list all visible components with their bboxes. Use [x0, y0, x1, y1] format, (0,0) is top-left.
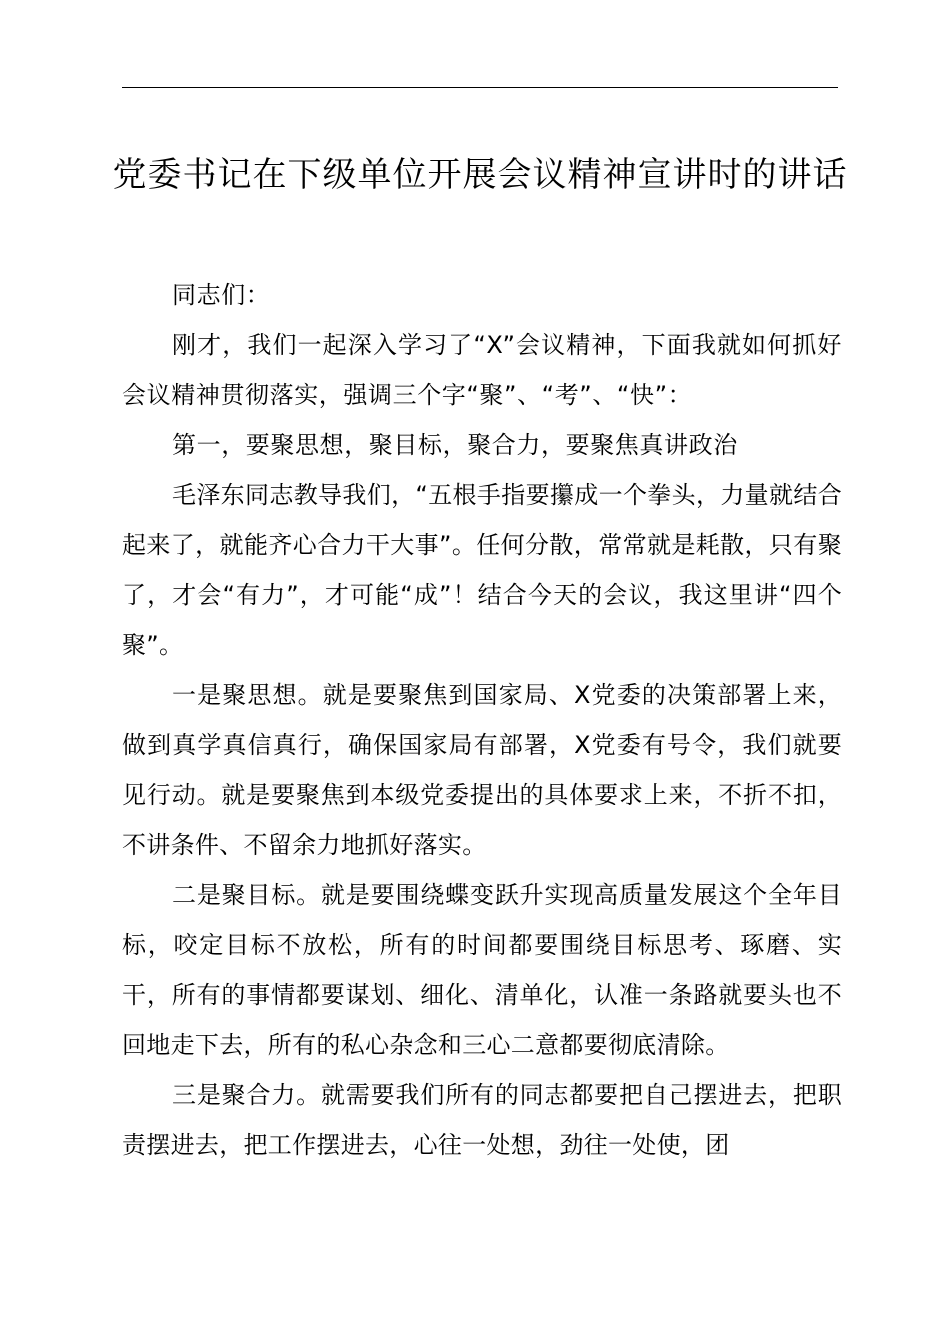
paragraph-point-one: 一是聚思想。就是要聚焦到国家局、X党委的决策部署上来，做到真学真信真行，确保国家局有部署，X党委有号令，我们就要见行动。就是要聚焦到本级党委提出的具体要求上来，不折不扣，不讲条件、不留余力地抓好落实。 [122, 681, 842, 859]
paragraph-point-three: 三是聚合力。就需要我们所有的同志都要把自己摆进去，把职责摆进去，把工作摆进去，心往一处想，劲往一处使，团 [122, 1081, 842, 1159]
paragraph-point-two: 二是聚目标。就是要围绕蝶变跃升实现高质量发展这个全年目标，咬定目标不放松，所有的时间都要围绕目标思考、琢磨、实干，所有的事情都要谋划、细化、清单化，认准一条路就要头也不回地走下去，所有的私心杂念和三心二意都要彻底清除。 [122, 881, 842, 1059]
header-rule [122, 87, 838, 88]
paragraph-salutation: 同志们： [172, 281, 271, 309]
paragraph-quote: 毛泽东同志教导我们，“五根手指要攥成一个拳头，力量就结合起来了，就能齐心合力干大事”。任何分散，常常就是耗散，只有聚了，才会“有力”，才可能“成”！结合今天的会议，我这里讲“四个聚”。 [122, 481, 842, 659]
document-body [122, 270, 842, 1170]
document-title: 党委书记在下级单位开展会议精神宣讲时的讲话 [112, 155, 848, 195]
paragraph-intro: 刚才，我们一起深入学习了“X”会议精神，下面我就如何抓好会议精神贯彻落实，强调三个字“聚”、“考”、“快”： [122, 331, 842, 409]
paragraph-section-heading: 第一，要聚思想，聚目标，聚合力，要聚焦真讲政治 [172, 431, 738, 459]
